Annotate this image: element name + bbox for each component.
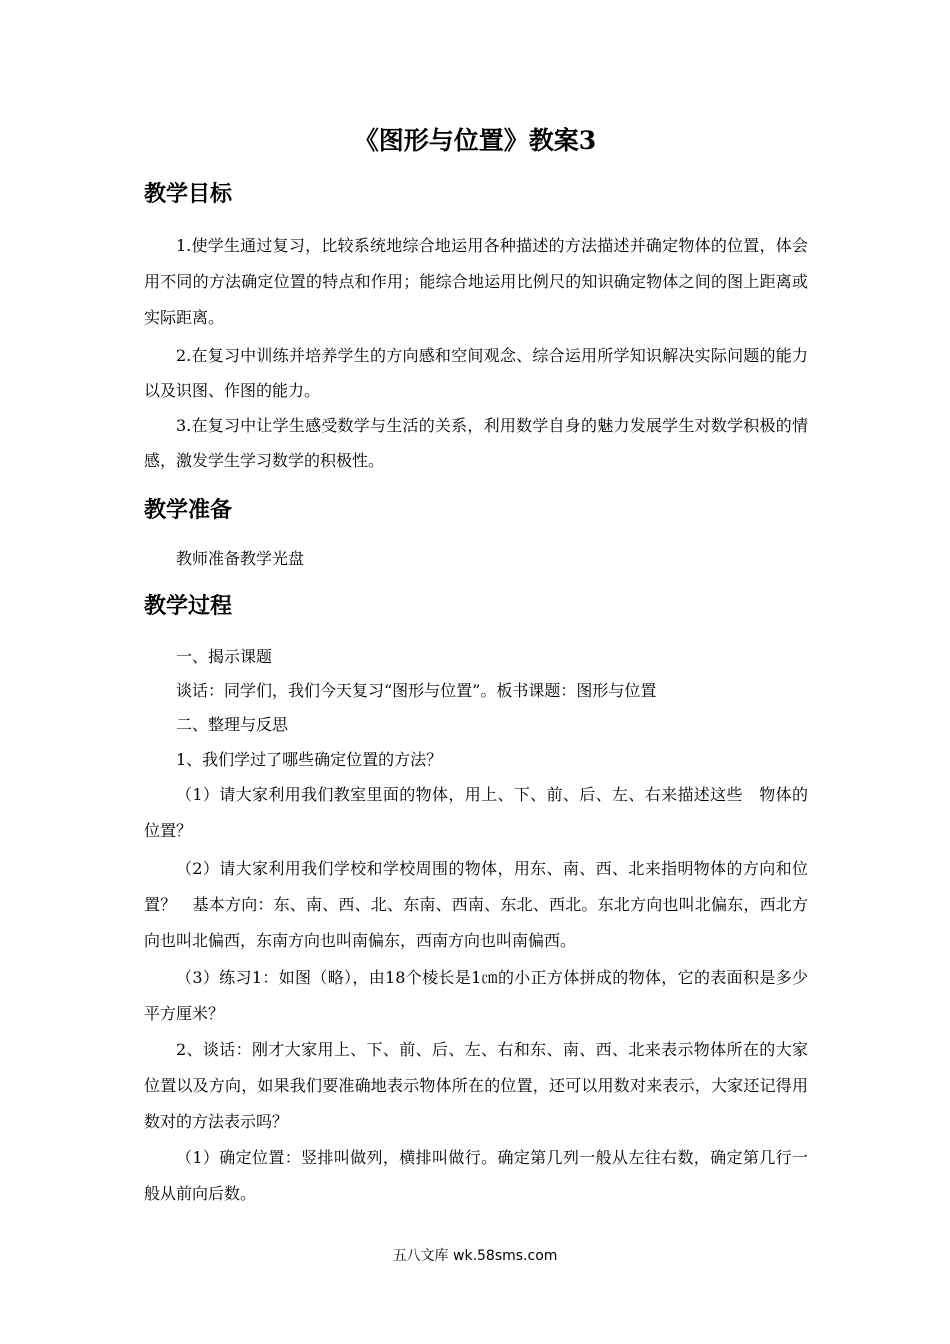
section-heading-preparation: 教学准备 (144, 498, 233, 523)
process-line-2: 谈话：同学们，我们今天复习“图形与位置”。板书课题：图形与位置 (176, 681, 657, 700)
process-paragraph-4: 2、谈话：刚才大家用上、下、前、后、左、右和东、南、西、北来表示物体所在的大家位置以及方向，如果我们要准确地表示物体所在的位置，还可以用数对来表示，大家还记得用数对的方法表示吗？ (144, 1040, 808, 1131)
preparation-text: 教师准备教学光盘 (176, 549, 305, 568)
objective-item-2: 2.在复习中训练并培养学生的方向感和空间观念、综合运用所学知识解决实际问题的能力以及识图、作图的能力。 (144, 346, 808, 400)
process-paragraph-5: （1）确定位置：竖排叫做列，横排叫做行。确定第几列一般从左往右数，确定第几行一般从前向后数。 (144, 1148, 808, 1203)
page-footer: 五八文库 wk.58sms.com (392, 1248, 558, 1264)
process-paragraph-2: （2）请大家利用我们学校和学校周围的物体，用东、南、西、北来指明物体的方向和位置？ 基本方向：东、南、西、北、东南、西南、东北、西北。东北方向也叫北偏东，西北方向也叫北偏西，东南方向也叫南偏东，西南方向也叫南偏西。 (144, 859, 808, 950)
section-heading-objectives: 教学目标 (144, 182, 233, 207)
process-line-1: 一、揭示课题 (176, 647, 273, 666)
process-line-3: 二、整理与反思 (176, 715, 289, 734)
process-line-4: 1、我们学过了哪些确定位置的方法？ (176, 750, 443, 769)
process-paragraph-1: （1）请大家利用我们教室里面的物体，用上、下、前、后、左、右来描述这些 物体的位置？ (144, 785, 808, 840)
objective-item-1: 1.使学生通过复习，比较系统地综合地运用各种描述的方法描述并确定物体的位置，体会用不同的方法确定位置的特点和作用；能综合地运用比例尺的知识确定物体之间的图上距离或实际距离。 (144, 236, 808, 327)
section-heading-process: 教学过程 (144, 594, 233, 619)
objective-item-3: 3.在复习中让学生感受数学与生活的关系，利用数学自身的魅力发展学生对数学积极的情感，激发学生学习数学的积极性。 (144, 416, 808, 470)
process-paragraph-3: （3）练习1：如图（略），由18个棱长是1㎝的小正方体拼成的物体，它的表面积是多少平方厘米？ (144, 968, 808, 1023)
document-title: 《图形与位置》教案3 (353, 126, 597, 155)
